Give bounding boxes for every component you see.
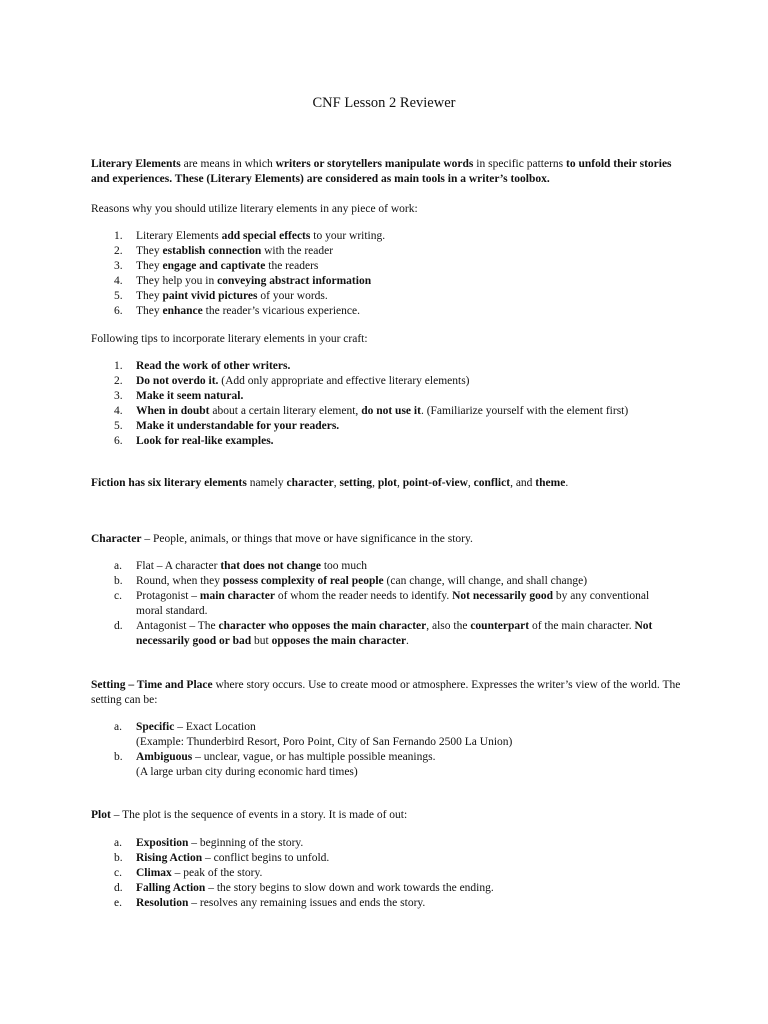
character-type-item [114, 574, 654, 589]
setting-types-list [114, 720, 674, 780]
reason-item [114, 289, 714, 304]
text-run: . (Familiarize yourself with the element first) [420, 405, 629, 417]
bold-text: add special effects [221, 230, 311, 242]
text-run: namely [246, 477, 287, 489]
text-run: , [333, 477, 340, 489]
list-marker: c. [114, 590, 122, 602]
bold-text: Rising Action [136, 852, 203, 864]
bold-text: Climax [136, 867, 172, 879]
list-marker: b. [114, 575, 123, 587]
bold-text: Make it seem natural. [136, 390, 244, 402]
text-run: in specific patterns [473, 158, 567, 170]
text-run: – resolves any remaining issues and ends the story. [188, 897, 426, 909]
character-type-item [114, 589, 654, 619]
bold-text: setting [339, 477, 373, 489]
text-run: – unclear, vague, or has multiple possible meanings. [192, 751, 436, 763]
reason-item [114, 244, 714, 259]
list-marker: c. [114, 867, 122, 879]
list-marker: 1. [114, 230, 123, 242]
character-type-item [114, 619, 654, 649]
bold-text: Specific [136, 721, 175, 733]
bold-text: paint vivid pictures [162, 290, 258, 302]
list-marker: b. [114, 751, 123, 763]
plot-part-item [114, 836, 714, 851]
text-run: , [396, 477, 403, 489]
bold-text: Look for real-like examples. [136, 435, 274, 447]
bold-text: Setting – Time and Place [91, 679, 213, 691]
bold-text: Character [91, 533, 142, 545]
text-run: , [372, 477, 378, 489]
example-text: (Example: Thunderbird Resort, Poro Point, City of San Fernando 2500 La Union) [136, 736, 513, 748]
text-run: too much [320, 560, 367, 572]
list-marker: 5. [114, 420, 123, 432]
text-run: – People, animals, or things that move or have significance in the story. [141, 533, 473, 545]
bold-text: engage and captivate [162, 260, 266, 272]
list-marker: a. [114, 560, 122, 572]
list-marker: 6. [114, 305, 123, 317]
text-run: They [136, 245, 163, 257]
bold-text: character [286, 477, 334, 489]
text-run: but [251, 635, 272, 647]
plot-part-item [114, 866, 714, 881]
text-run: . [565, 477, 569, 489]
list-marker: a. [114, 721, 122, 733]
bold-text: plot [377, 477, 397, 489]
text-run: by any conventional moral standard. [136, 590, 650, 617]
intro-paragraph [91, 157, 691, 187]
bold-text: Fiction has six literary elements [91, 477, 247, 489]
plot-part-item [114, 881, 714, 896]
bold-text: do not use it [361, 405, 421, 417]
bold-text: counterpart [470, 620, 530, 632]
text-run: Protagonist – [136, 590, 200, 602]
text-run: – conflict begins to unfold. [202, 852, 330, 864]
text-run: – the story begins to slow down and work towards the ending. [205, 882, 494, 894]
bold-text: Literary Elements [91, 158, 181, 170]
text-run: They [136, 290, 163, 302]
text-run: – The plot is the sequence of events in a story. It is made of out: [110, 809, 408, 821]
list-marker: 4. [114, 405, 123, 417]
fiction-elements-line [91, 476, 691, 491]
reasons-heading: Reasons why you should utilize literary elements in any piece of work: [91, 203, 418, 215]
text-run: to your writing. [310, 230, 386, 242]
tip-item [114, 359, 714, 374]
list-marker: 3. [114, 260, 123, 272]
list-marker: a. [114, 837, 122, 849]
bold-text: Not necessarily good [452, 590, 554, 602]
tip-item [114, 389, 714, 404]
text-run: the readers [265, 260, 319, 272]
setting-type-item [114, 750, 674, 780]
character-definition [91, 532, 691, 547]
list-marker: d. [114, 620, 123, 632]
tips-list [114, 359, 714, 449]
list-marker: 2. [114, 245, 123, 257]
bold-text: that does not change [220, 560, 321, 572]
text-run: – peak of the story. [171, 867, 263, 879]
text-run: Round, when they [136, 575, 223, 587]
tip-item [114, 404, 714, 419]
text-run: They [136, 260, 163, 272]
text-run: of the main character. [529, 620, 635, 632]
plot-parts-list [114, 836, 714, 911]
list-marker: 3. [114, 390, 123, 402]
bold-text: Exposition [136, 837, 189, 849]
bold-text: conflict [473, 477, 511, 489]
list-marker: d. [114, 882, 123, 894]
text-run: (Add only appropriate and effective literary elements) [218, 375, 470, 387]
setting-type-item [114, 720, 674, 750]
bold-text: Not necessarily good or bad [136, 620, 653, 647]
character-type-item [114, 559, 654, 574]
list-marker: 6. [114, 435, 123, 447]
example-text: (A large urban city during economic hard times) [136, 766, 358, 778]
list-marker: e. [114, 897, 122, 909]
bold-text: main character [199, 590, 275, 602]
list-marker: 1. [114, 360, 123, 372]
text-run: . [406, 635, 409, 647]
bold-text: theme [535, 477, 566, 489]
bold-text: to unfold their stories and experiences. These (Literary Elements) are considered as main tools in a writer’s toolbox. [91, 158, 672, 185]
bold-text: Plot [91, 809, 111, 821]
text-run: – beginning of the story. [188, 837, 304, 849]
list-marker: 4. [114, 275, 123, 287]
reason-item [114, 304, 714, 319]
list-marker: 2. [114, 375, 123, 387]
bold-text: point-of-view [402, 477, 468, 489]
text-run: Antagonist – The [136, 620, 219, 632]
reasons-list [114, 229, 714, 319]
bold-text: possess complexity of real people [222, 575, 384, 587]
list-marker: b. [114, 852, 123, 864]
tips-heading: Following tips to incorporate literary elements in your craft: [91, 333, 368, 345]
reason-item [114, 229, 714, 244]
bold-text: character who opposes the main character [218, 620, 427, 632]
bold-text: enhance [162, 305, 203, 317]
character-types-list [114, 559, 654, 649]
bold-text: writers or storytellers manipulate words [275, 158, 474, 170]
text-run: about a certain literary element, [209, 405, 362, 417]
setting-definition [91, 678, 691, 708]
tip-item [114, 374, 714, 389]
text-run: where story occurs. Use to create mood or atmosphere. Expresses the writer’s view of the world. The setting can be: [91, 679, 681, 706]
text-run: (can change, will change, and shall change) [383, 575, 588, 587]
text-run: of your words. [257, 290, 328, 302]
reason-item [114, 259, 714, 274]
text-run: Flat – A character [136, 560, 221, 572]
tip-item [114, 434, 714, 449]
tip-item [114, 419, 714, 434]
plot-definition [91, 808, 691, 823]
bold-text: opposes the main character [271, 635, 407, 647]
bold-text: Resolution [136, 897, 189, 909]
text-run: are means in which [180, 158, 276, 170]
text-run: Literary Elements [136, 230, 222, 242]
bold-text: Falling Action [136, 882, 206, 894]
list-marker: 5. [114, 290, 123, 302]
bold-text: Read the work of other writers. [136, 360, 291, 372]
page-title: CNF Lesson 2 Reviewer [312, 95, 456, 111]
text-run: with the reader [261, 245, 334, 257]
plot-part-item [114, 896, 714, 911]
text-run: – Exact Location [174, 721, 256, 733]
plot-part-item [114, 851, 714, 866]
text-run: They help you in [136, 275, 218, 287]
text-run: , also the [426, 620, 471, 632]
bold-text: Do not overdo it. [136, 375, 219, 387]
reason-item [114, 274, 714, 289]
text-run: the reader’s vicarious experience. [202, 305, 360, 317]
bold-text: conveying abstract information [217, 275, 372, 287]
bold-text: Make it understandable for your readers. [136, 420, 340, 432]
text-run: , and [510, 477, 536, 489]
text-run: , [467, 477, 474, 489]
bold-text: When in doubt [136, 405, 210, 417]
text-run: of whom the reader needs to identify. [274, 590, 453, 602]
bold-text: Ambiguous [136, 751, 193, 763]
bold-text: establish connection [162, 245, 262, 257]
text-run: They [136, 305, 163, 317]
